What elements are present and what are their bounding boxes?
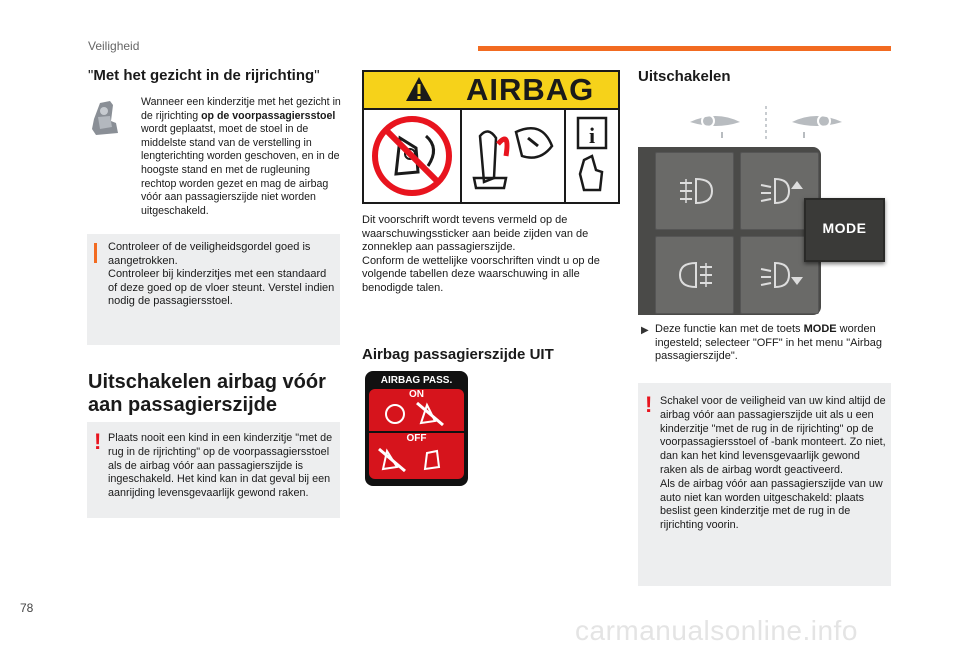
passenger-airbag-off-title: Airbag passagierszijde UIT bbox=[362, 346, 554, 363]
svg-text:i: i bbox=[588, 123, 596, 148]
exclamation-icon-right: ! bbox=[645, 392, 653, 417]
header-accent-bar bbox=[478, 46, 891, 51]
forward-facing-paragraph bbox=[141, 96, 341, 218]
bullet-arrow-icon: ▶ bbox=[641, 325, 649, 336]
disable-airbag-title-line1: Uitschakelen airbag vóór bbox=[88, 371, 326, 393]
warning-text-right bbox=[660, 395, 888, 533]
airbag-pass-label bbox=[365, 371, 468, 486]
headlight-adjust-down-icon bbox=[759, 259, 805, 291]
info-line-2: Controleer bij kinderzitjes met een standaard of deze goed op de vloer steunt. Verstel indien nodig de passagiersstoel. bbox=[108, 268, 335, 308]
airbag-deploy-icon bbox=[466, 116, 560, 196]
instruction-part-a: Deze functie kan met de toets bbox=[655, 323, 804, 335]
instruction-bold: MODE bbox=[803, 323, 837, 335]
airbag-on-icons bbox=[377, 399, 457, 429]
airbag-pass-title: AIRBAG PASS. bbox=[380, 375, 453, 386]
forward-facing-title-text: Met het gezicht in de rijrichting bbox=[93, 67, 315, 84]
sticker-note: Dit voorschrift wordt tevens vermeld op de waarschuwingssticker aan beide zijden van de zonneklep aan passagierszijde. Conform de wettelijke voorschriften vindt u op de volgende tabellen deze waarschuwing in alle benodigde talen. bbox=[362, 214, 600, 294]
watermark: carmanualsonline.info bbox=[575, 615, 858, 646]
section-label: Veiligheid bbox=[88, 39, 140, 53]
rear-fog-button[interactable] bbox=[655, 236, 734, 314]
info-line-1: Controleer of de veiligheidsgordel goed is aangetrokken. bbox=[108, 241, 311, 267]
page-number: 78 bbox=[20, 601, 34, 615]
mode-button-label: MODE bbox=[822, 220, 867, 236]
airbag-off-label: OFF bbox=[406, 433, 427, 444]
quote-close: " bbox=[314, 67, 320, 84]
forward-facing-title bbox=[88, 67, 348, 84]
no-rear-facing-seat-icon bbox=[370, 114, 454, 198]
front-fog-button[interactable] bbox=[655, 152, 734, 230]
mode-button[interactable] bbox=[804, 198, 885, 262]
vehicle-orientation-icon bbox=[686, 106, 846, 140]
disable-airbag-title bbox=[88, 371, 348, 417]
fog-light-icon bbox=[676, 175, 716, 207]
instruction-part-b: worden ingesteld; selecteer "OFF" in het menu "Airbag passagierszijde". bbox=[655, 323, 882, 363]
info-text bbox=[108, 241, 336, 309]
info-book-icon bbox=[570, 116, 614, 196]
warning-right-line-1: Schakel voor de veiligheid van uw kind altijd de airbag vóór aan passagierszijde uit als u een kinderzitje "met de rug in de rijrichting" op de voorpassagiersstoel of -bank monteert. Zo niet, dan kan het kind levensgevaarlijk gewond raken als de airbag wordt geactiveerd. bbox=[660, 395, 886, 476]
disable-title: Uitschakelen bbox=[638, 68, 731, 85]
paragraph-part-a: Wanneer een kinderzitje met het gezicht in de rijrichting bbox=[141, 96, 341, 122]
warning-text-left: Plaats nooit een kind in een kinderzitje "met de rug in de rijrichting" op de voorpassagiersstoel als de airbag vóór aan passagierszijde is ingeschakeld. Het kind kan in dat geval bij een aanrijding levensgevaarlijk gewond raken. bbox=[108, 432, 333, 500]
airbag-sticker bbox=[362, 70, 620, 204]
paragraph-part-b: wordt geplaatst, moet de stoel in de middelste stand van de verstelling in lengterichting worden geschoven, en in de hoogste stand en met de rugleuning rechtop worden gezet en mag de airbag vóór aan passagierszijde niet worden uitgeschakeld. bbox=[141, 123, 340, 217]
warning-triangle-icon bbox=[404, 75, 434, 103]
rear-fog-light-icon bbox=[676, 259, 716, 291]
sticker-divider-2 bbox=[564, 110, 566, 202]
info-marker-icon bbox=[94, 243, 97, 263]
headlight-adjust-up-icon bbox=[759, 175, 805, 207]
quote-open: " bbox=[88, 67, 94, 84]
sticker-divider-1 bbox=[460, 110, 462, 202]
child-seat-icon bbox=[86, 99, 122, 137]
airbag-on-label: ON bbox=[409, 389, 424, 400]
mode-instruction bbox=[655, 323, 883, 364]
disable-airbag-title-line2: aan passagierszijde bbox=[88, 394, 277, 416]
paragraph-bold: op de voorpassagiersstoel bbox=[201, 109, 336, 122]
airbag-sticker-title: AIRBAG bbox=[466, 72, 595, 107]
warning-right-line-2: Als de airbag vóór aan passagierszijde van uw auto niet kan worden uitgeschakeld: plaats beslist geen kinderzitje met de rug in de rijrichting voorin. bbox=[660, 477, 883, 532]
exclamation-icon: ! bbox=[94, 429, 102, 454]
airbag-off-icons bbox=[377, 445, 457, 475]
